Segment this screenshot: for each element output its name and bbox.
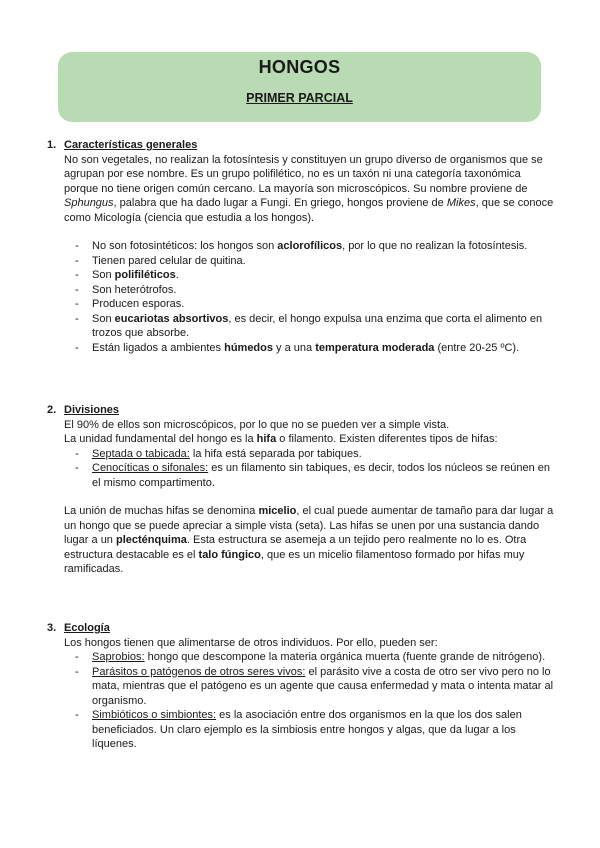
text-run: , palabra que ha dado lugar a Fungi. En griego, hongos proviene de: [113, 197, 447, 209]
list-item: - Son polifiléticos.: [64, 268, 557, 283]
section-title: Divisiones: [64, 404, 120, 416]
list-item: - Saprobios: hongo que descompone la materia orgánica muerta (fuente grande de nitrógeno).: [64, 650, 557, 665]
page-subtitle: PRIMER PARCIAL: [246, 91, 353, 105]
section-caracteristicas: [47, 138, 557, 355]
section-ecologia: [47, 621, 557, 752]
text-line: La unidad fundamental del hongo es la hifa o filamento. Existen diferentes tipos de hifas:: [64, 433, 498, 445]
list-item: - Producen esporas.: [64, 297, 557, 312]
section-number: 3.: [47, 622, 57, 634]
ecology-intro: [64, 636, 557, 651]
list-item: - Septada o tabicada: la hifa está separada por tabiques.: [64, 447, 557, 462]
intro-paragraph: [64, 153, 557, 226]
text-line: Los hongos tienen que alimentarse de otros individuos. Por ello, pueden ser:: [64, 636, 438, 649]
text-line: El 90% de ellos son microscópicos, por lo que no se pueden ver a simple vista.: [64, 418, 450, 431]
list-item: - Tienen pared celular de quitina.: [64, 254, 557, 269]
characteristics-list: [64, 239, 557, 355]
section-title: Características generales: [64, 139, 198, 151]
list-item: - Están ligados a ambientes húmedos y a una temperatura moderada (entre 20-25 ºC).: [64, 341, 557, 356]
section-heading: [47, 403, 557, 418]
page-title: HONGOS: [258, 57, 341, 77]
list-item: - Cenocíticas o sifonales: es un filamento sin tabiques, es decir, todos los núcleos se reúnen en el mismo compartimento.: [64, 461, 557, 490]
section-heading: [47, 621, 557, 636]
list-item: - No son fotosintéticos: los hongos son aclorofílicos, por lo que no realizan la fotosíntesis.: [64, 239, 557, 254]
title-banner: [58, 52, 541, 122]
text-run: , que se conoce como Micología (ciencia que estudia a los hongos).: [64, 197, 554, 224]
list-item: - Parásitos o patógenos de otros seres vivos: el parásito vive a costa de otro ser vivo pero no lo mata, mientras que el patógeno es un agente que causa enfermedad y mata o intenta matar al organismo.: [64, 665, 557, 709]
section-title: Ecología: [64, 622, 110, 634]
term-sphungus: Sphungus: [64, 197, 114, 209]
section-number: 2.: [47, 404, 57, 416]
list-item: - Son heterótrofos.: [64, 283, 557, 298]
list-item: - Son eucariotas absortivos, es decir, el hongo expulsa una enzima que corta el alimento en trozos que absorbe.: [64, 312, 557, 341]
section-heading: [47, 138, 557, 153]
section-number: 1.: [47, 139, 57, 151]
hyphae-types-list: [64, 447, 557, 491]
mycelium-paragraph: La unión de muchas hifas se denomina micelio, el cual puede aumentar de tamaño para dar lugar a un hongo que se puede apreciar a simple vista (seta). Las hifas se unen por una sustancia dando lugar a un plecténquima. Esta estructura se asemeja a un tejido pero realmente no lo es. Otra estructura destacable es el talo fúngico, que es un micelio filamentoso formado por hifas muy ramificadas.: [64, 505, 554, 575]
list-item: - Simbióticos o simbiontes: es la asociación entre dos organismos en la que los dos salen beneficiados. Un claro ejemplo es la simbiosis entre hongos y algas, que da lugar a los líquenes.: [64, 708, 557, 752]
term-mikes: Mikes: [446, 197, 476, 209]
section-divisiones: [47, 403, 557, 577]
text-run: No son vegetales, no realizan la fotosíntesis y constituyen un grupo diverso de organismos que se agrupan por ese nombre. Es un grupo polifilético, no es un taxón ni una categoría taxonómica porque no tiene origen común cercano. La mayoría son microscópicos. Su nombre proviene de: [64, 153, 543, 195]
ecology-types-list: [64, 650, 557, 752]
divisions-intro: [64, 418, 557, 447]
